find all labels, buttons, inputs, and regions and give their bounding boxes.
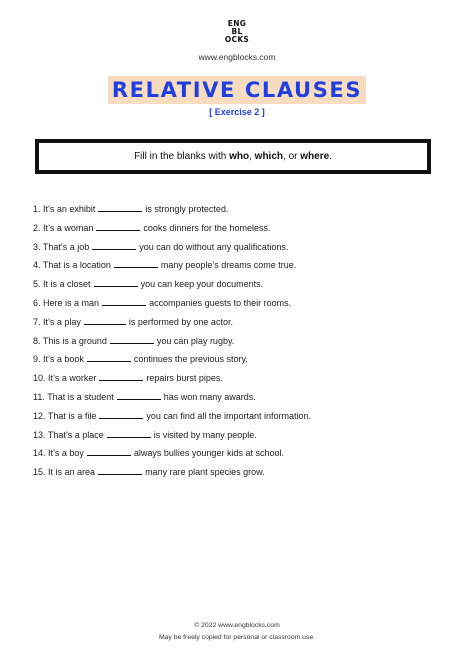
exercise-text-before: It’s a book xyxy=(43,354,84,365)
exercise-text-before: That’s a place xyxy=(47,429,104,440)
exercise-text-before: It is an area xyxy=(48,467,96,478)
exercise-text-after: accompanies guests to their rooms. xyxy=(149,297,292,308)
exercise-text-after: has won many awards. xyxy=(163,391,256,402)
answer-blank[interactable] xyxy=(98,465,142,475)
answer-blank[interactable] xyxy=(114,258,158,268)
answer-blank[interactable] xyxy=(102,296,146,306)
exercise-number: 3. xyxy=(33,241,41,252)
logo-line: BL xyxy=(231,27,243,36)
instructions-prefix: Fill in the blanks with xyxy=(134,151,230,162)
exercise-text-after: you can find all the important information. xyxy=(146,410,311,421)
exercise-text-before: It’s a play xyxy=(43,316,81,327)
keyword-who: who xyxy=(229,151,250,162)
exercise-text-before: It’s a boy xyxy=(48,448,84,459)
instructions-separator: , xyxy=(249,151,255,162)
exercise-item xyxy=(33,238,453,257)
answer-blank[interactable] xyxy=(87,446,131,456)
engblocks-logo xyxy=(224,20,250,44)
exercise-item xyxy=(33,219,453,238)
exercise-item xyxy=(33,444,453,463)
instructions-separator: , or xyxy=(283,151,301,162)
exercise-text-after: is performed by one actor. xyxy=(128,316,233,327)
answer-blank[interactable] xyxy=(99,409,143,419)
exercise-text-before: That’s a job xyxy=(42,241,90,252)
exercise-item xyxy=(33,275,453,294)
exercise-text-after: always bullies younger kids at school. xyxy=(133,448,284,459)
exercise-item xyxy=(33,313,453,332)
answer-blank[interactable] xyxy=(96,221,140,231)
keyword-where: where xyxy=(300,151,330,162)
exercise-item xyxy=(33,369,453,388)
exercise-text-after: continues the previous story. xyxy=(133,354,248,365)
exercise-number: 7. xyxy=(33,316,41,327)
exercise-item xyxy=(33,200,453,219)
exercise-list xyxy=(33,200,453,482)
exercise-item xyxy=(33,426,453,445)
exercise-text-after: repairs burst pipes. xyxy=(146,373,223,384)
exercise-item xyxy=(33,407,453,426)
answer-blank[interactable] xyxy=(92,240,136,250)
exercise-text-after: cooks dinners for the homeless. xyxy=(143,222,271,233)
exercise-number: 5. xyxy=(33,279,41,290)
keyword-which: which xyxy=(254,151,284,162)
title-wrap xyxy=(0,76,474,104)
site-url: www.engblocks.com xyxy=(198,52,276,62)
exercise-text-before: That is a file xyxy=(47,410,97,421)
exercise-text-after: is visited by many people. xyxy=(153,429,257,440)
exercise-number: 4. xyxy=(33,260,41,271)
answer-blank[interactable] xyxy=(117,390,161,400)
exercise-text-before: That is a location xyxy=(42,260,111,271)
footer-note: May be freely copied for personal or classroom use. xyxy=(158,634,316,641)
answer-blank[interactable] xyxy=(107,428,151,438)
exercise-subtitle: [ Exercise 2 ] xyxy=(209,107,265,117)
exercise-text-after: you can keep your documents. xyxy=(140,279,264,290)
exercise-number: 1. xyxy=(33,204,41,214)
page-title: RELATIVE CLAUSES xyxy=(108,76,366,104)
exercise-text-before: It’s a woman xyxy=(43,222,94,233)
exercise-number: 14. xyxy=(33,448,46,459)
exercise-number: 10. xyxy=(33,373,46,384)
exercise-text-before: It is a closet xyxy=(43,279,91,290)
exercise-item xyxy=(33,294,453,313)
exercise-text-after: you can play rugby. xyxy=(156,335,235,346)
exercise-number: 2. xyxy=(33,222,41,233)
exercise-text-before: This is a ground xyxy=(42,335,107,346)
exercise-number: 11. xyxy=(33,391,45,402)
exercise-item xyxy=(33,350,453,369)
logo-line: OCKS xyxy=(224,35,250,44)
answer-blank[interactable] xyxy=(87,352,131,362)
exercise-item xyxy=(33,332,453,351)
exercise-number: 9. xyxy=(33,354,41,365)
exercise-item xyxy=(33,388,453,407)
exercise-item xyxy=(33,463,453,482)
exercise-number: 12. xyxy=(33,410,46,421)
exercise-number: 15. xyxy=(33,467,46,478)
answer-blank[interactable] xyxy=(84,315,126,325)
footer-copyright: © 2022 www.engblocks.com xyxy=(194,622,280,629)
exercise-text-before: It’s an exhibit xyxy=(43,204,96,214)
exercise-number: 6. xyxy=(33,297,41,308)
exercise-text-before: It’s a worker xyxy=(48,373,97,384)
instructions-text xyxy=(134,151,332,162)
answer-blank[interactable] xyxy=(98,202,142,212)
exercise-text-after: many people’s dreams come true. xyxy=(160,260,297,271)
answer-blank[interactable] xyxy=(94,277,138,287)
answer-blank[interactable] xyxy=(110,334,154,344)
exercise-text-before: Here is a man xyxy=(43,297,100,308)
answer-blank[interactable] xyxy=(99,371,143,381)
instructions-box xyxy=(35,139,431,174)
exercise-number: 13. xyxy=(33,429,46,440)
exercise-text-before: That is a student xyxy=(47,391,114,402)
exercise-text-after: is strongly protected. xyxy=(145,204,229,214)
exercise-text-after: you can do without any qualifications. xyxy=(139,241,289,252)
logo-line: ENG xyxy=(227,19,247,28)
exercise-item xyxy=(33,256,453,275)
exercise-number: 8. xyxy=(33,335,41,346)
exercise-text-after: many rare plant species grow. xyxy=(145,467,265,478)
instructions-suffix: . xyxy=(329,151,332,162)
